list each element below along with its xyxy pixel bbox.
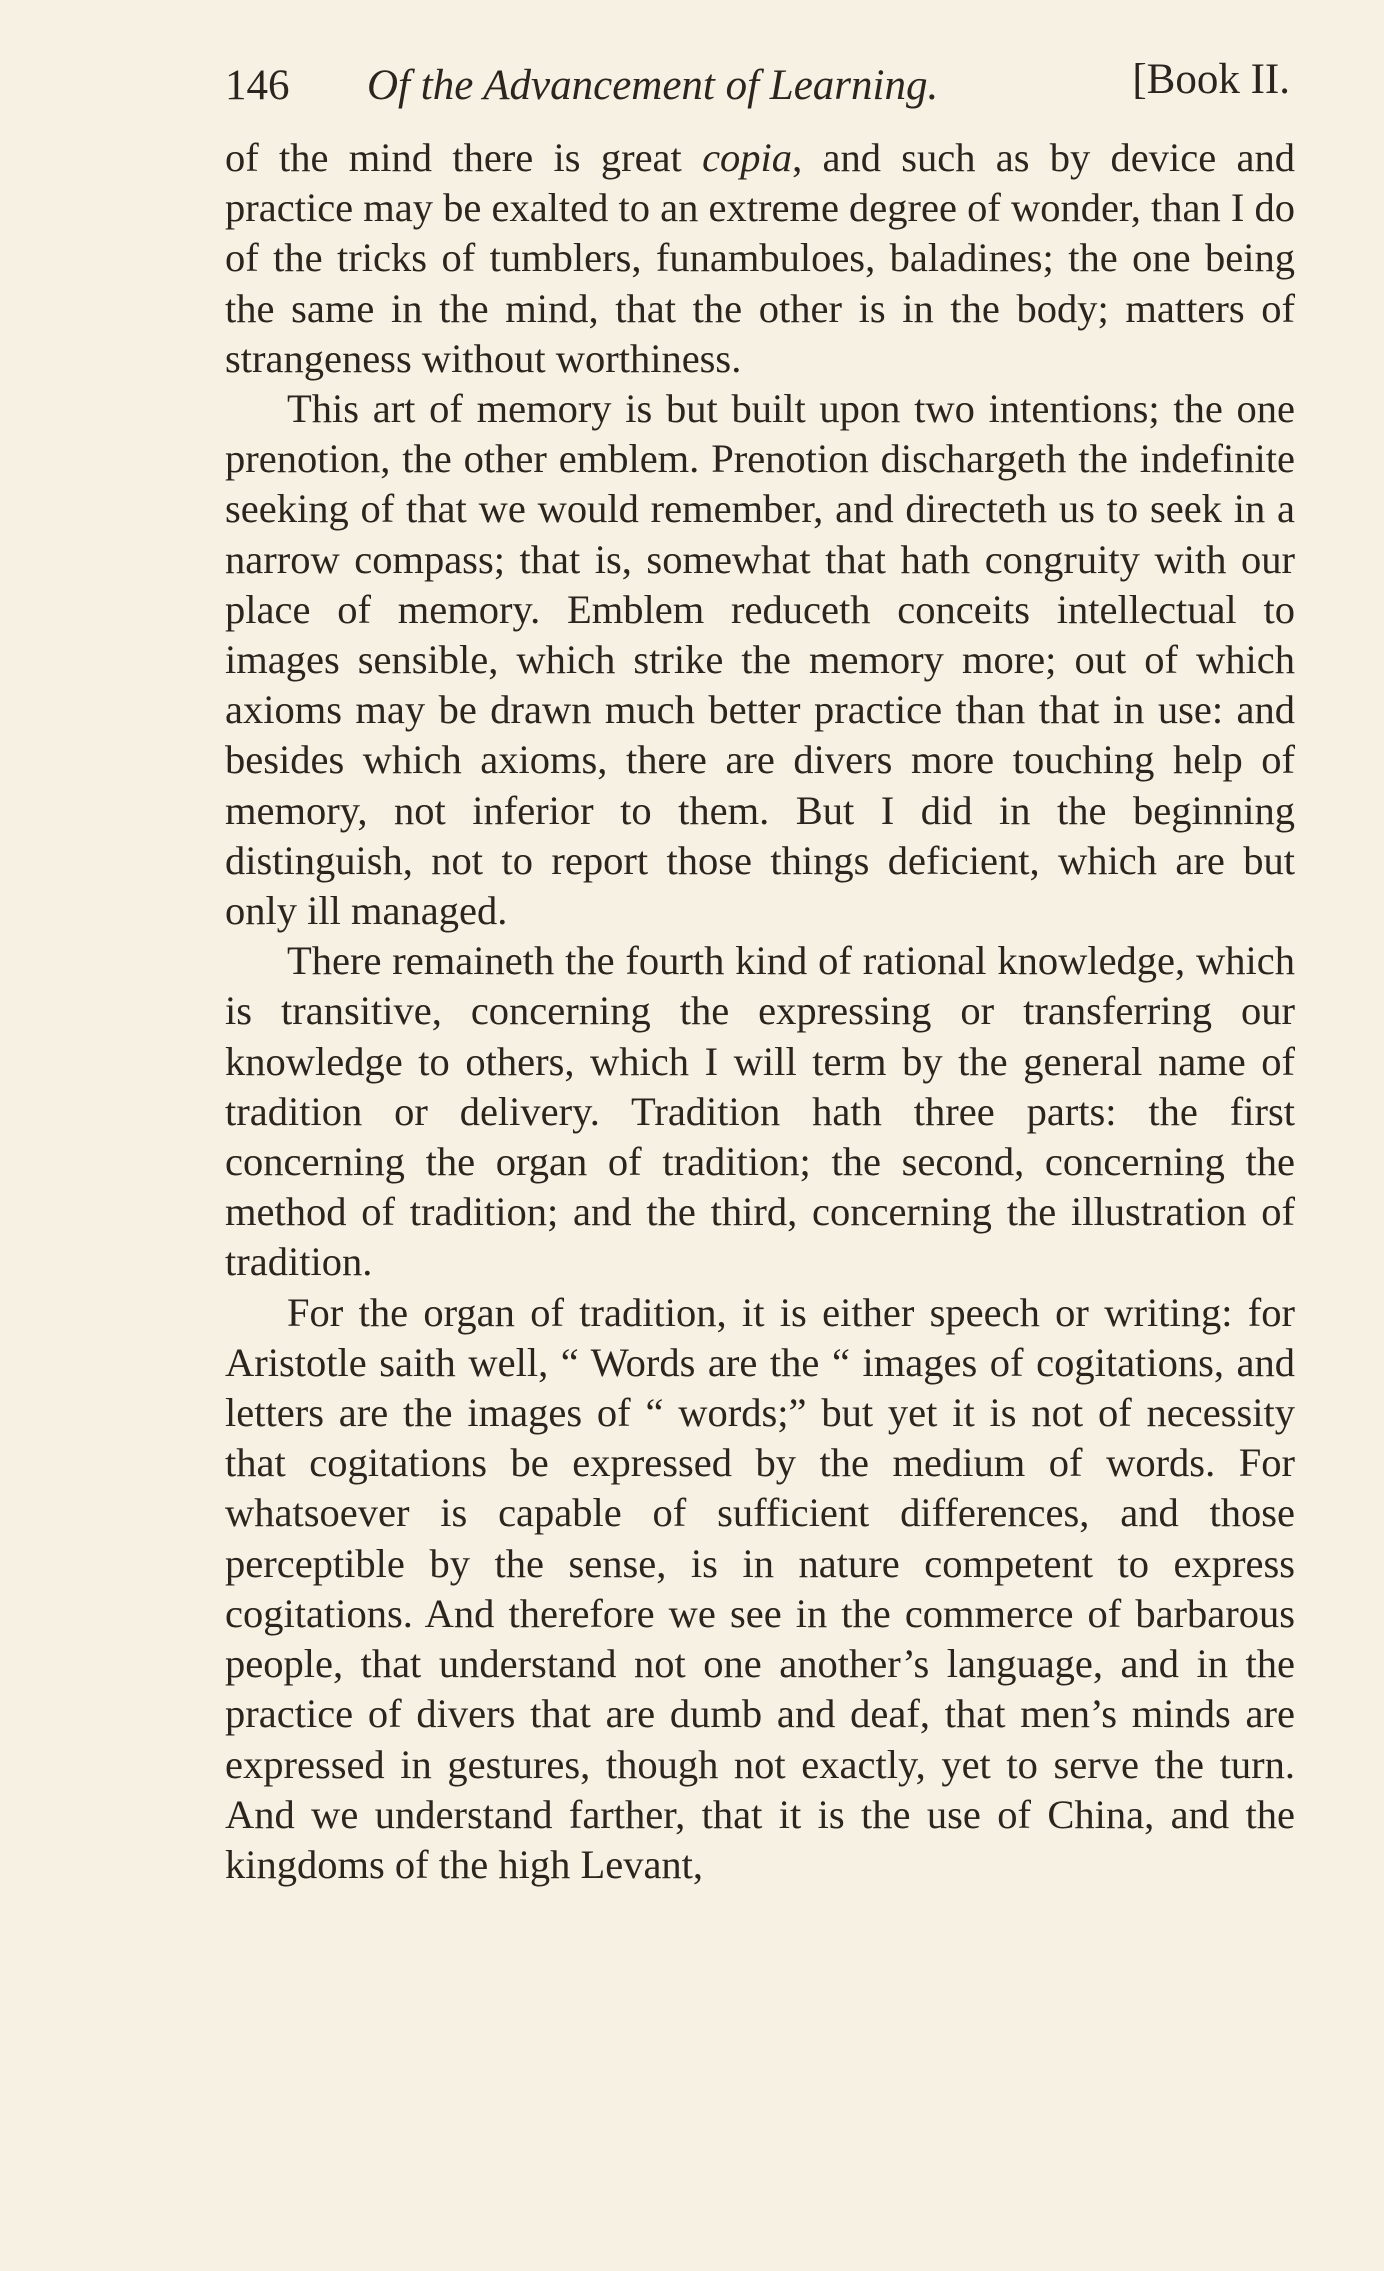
body-text — [225, 133, 1295, 1890]
paragraph-memory-copia — [225, 133, 1295, 384]
paragraph-tradition: There remaineth the fourth kind of rational knowledge, which is transitive, concerning the expressing or transferring our knowledge to others, which I will term by the general name of tradition or delivery. Tradition hath three parts: the first concerning the organ of tradition; the second, concerning the method of tradition; and the third, concerning the illustration of tradition. — [225, 938, 1295, 1285]
page-header — [225, 56, 1290, 116]
running-title: Of the Advancement of Learning. — [367, 62, 939, 109]
paragraph-memory-copia-start: of the mind there is great — [225, 135, 703, 180]
paragraph-memory-copia-end: , and such as by device and practice may be exalted to an extreme degree of wonder, than I do of the tricks of tumblers, funambuloes, baladines; the one being the same in the mind, that the other is in the body; matters of strangeness without worthiness. — [225, 135, 1296, 381]
paragraph-organ-of-tradition: For the organ of tradition, it is either speech or writing: for Aristotle saith well, “ Words are the “ images of cogitations, and letters are the images of “ words;” but yet it is not of necessity that cogitations be expressed by the medium of words. For whatsoever is capable of sufficient differences, and those perceptible by the sense, is in nature competent to express cogitations. And therefore we see in the commerce of barbarous people, that understand not one another’s language, and in the practice of divers that are dumb and deaf, that men’s minds are expressed in gestures, though not exactly, yet to serve the turn. And we understand farther, that it is the use of China, and the kingdoms of the high Levant, — [225, 1289, 1295, 1887]
paragraph-art-of-memory: This art of memory is but built upon two intentions; the one prenotion, the other emblem. Prenotion dischargeth the indefinite seeking of that we would remember, and directeth us to seek in a narrow compass; that is, somewhat that hath congruity with our place of memory. Emblem reduceth conceits intellectual to images sensible, which strike the memory more; out of which axioms may be drawn much better practice than that in use: and besides which axioms, there are divers more touching help of memory, not inferior to them. But I did in the beginning distinguish, not to report those things deficient, which are but only ill managed. — [225, 386, 1295, 934]
page-number: 146 — [225, 62, 290, 109]
book-label: [Book II. — [1132, 56, 1290, 103]
copia-italic: copia — [702, 135, 793, 180]
